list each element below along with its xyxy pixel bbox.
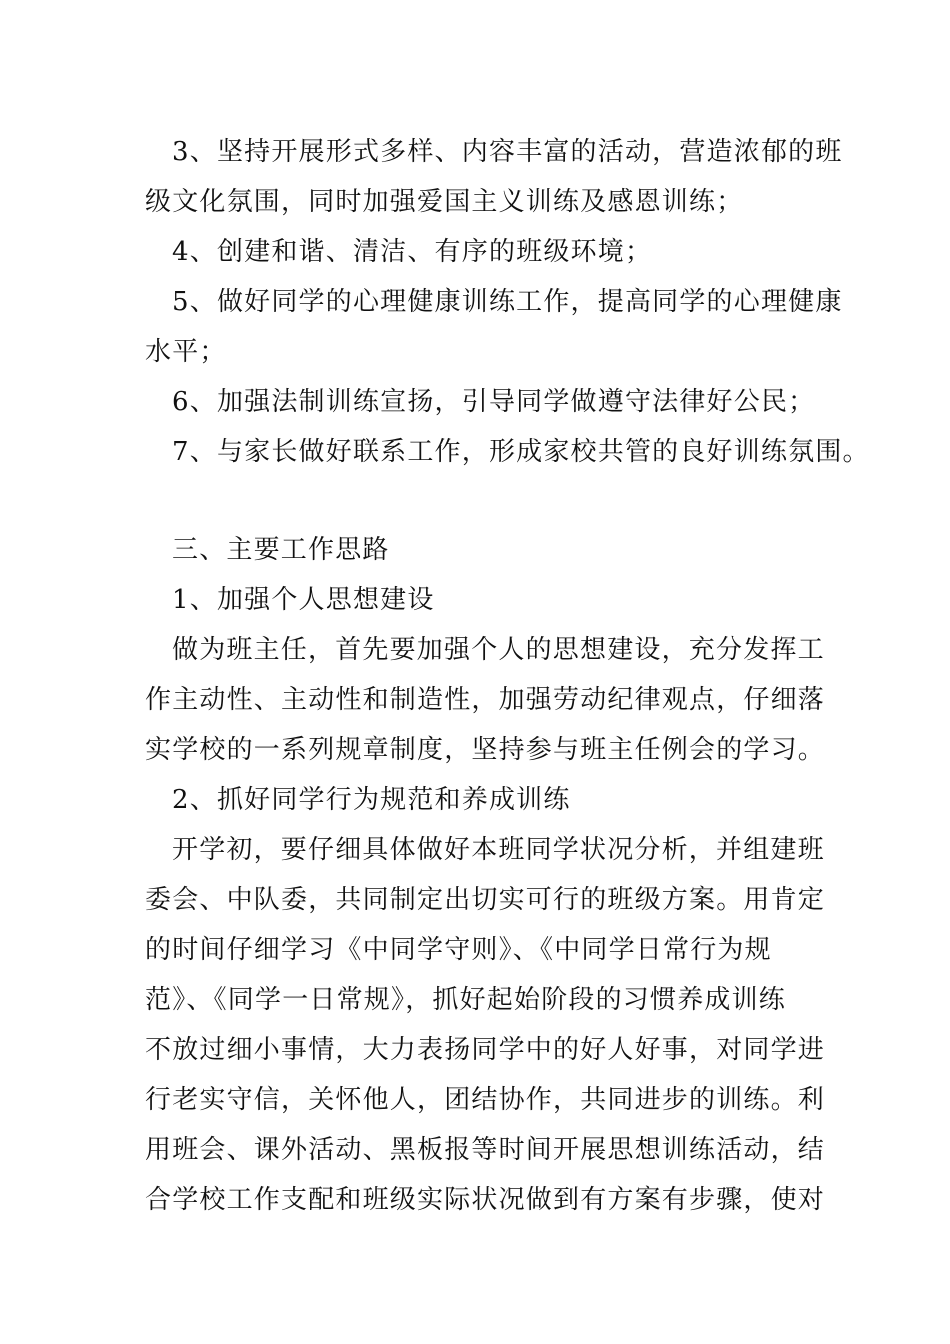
subheading-1: 1、加强个人思想建设 xyxy=(172,585,435,615)
body-paragraph-1-line-2: 作主动性、主动性和制造性，加强劳动纪律观点，仔细落 xyxy=(145,685,826,715)
body-paragraph-2-line-6: 行老实守信，关怀他人，团结协作，共同进步的训练。利 xyxy=(145,1085,826,1115)
paragraph-goal-4: 4、创建和谐、清洁、有序的班级环境； xyxy=(172,237,653,267)
paragraph-goal-7: 7、与家长做好联系工作，形成家校共管的良好训练氛围。 xyxy=(172,437,870,467)
body-paragraph-2-line-4: 范》、《同学一日常规》，抓好起始阶段的习惯养成训练 xyxy=(145,985,787,1015)
subheading-2: 2、抓好同学行为规范和养成训练 xyxy=(172,785,571,815)
body-paragraph-2-line-8: 合学校工作支配和班级实际状况做到有方案有步骤，使对 xyxy=(145,1185,826,1215)
body-paragraph-2-line-5: 不放过细小事情，大力表扬同学中的好人好事，对同学进 xyxy=(145,1035,826,1065)
body-paragraph-1-line-3: 实学校的一系列规章制度，坚持参与班主任例会的学习。 xyxy=(145,735,826,765)
paragraph-goal-6: 6、加强法制训练宣扬，引导同学做遵守法律好公民； xyxy=(172,387,816,417)
paragraph-goal-3-line-1: 3、坚持开展形式多样、内容丰富的活动，营造浓郁的班 xyxy=(172,137,843,167)
section-heading-3: 三、主要工作思路 xyxy=(172,535,390,565)
body-paragraph-2-line-1: 开学初，要仔细具体做好本班同学状况分析，并组建班 xyxy=(172,835,825,865)
paragraph-goal-5-line-1: 5、做好同学的心理健康训练工作，提高同学的心理健康 xyxy=(172,287,843,317)
body-paragraph-1-line-1: 做为班主任，首先要加强个人的思想建设，充分发挥工 xyxy=(172,635,825,665)
paragraph-goal-3-line-2: 级文化氛围，同时加强爱国主义训练及感恩训练； xyxy=(145,187,744,217)
body-paragraph-2-line-2: 委会、中队委，共同制定出切实可行的班级方案。用肯定 xyxy=(145,885,826,915)
paragraph-goal-5-line-2: 水平； xyxy=(145,337,227,367)
body-paragraph-2-line-7: 用班会、课外活动、黑板报等时间开展思想训练活动，结 xyxy=(145,1135,826,1165)
body-paragraph-2-line-3: 的时间仔细学习《中同学守则》、《中同学日常行为规 xyxy=(145,935,772,965)
